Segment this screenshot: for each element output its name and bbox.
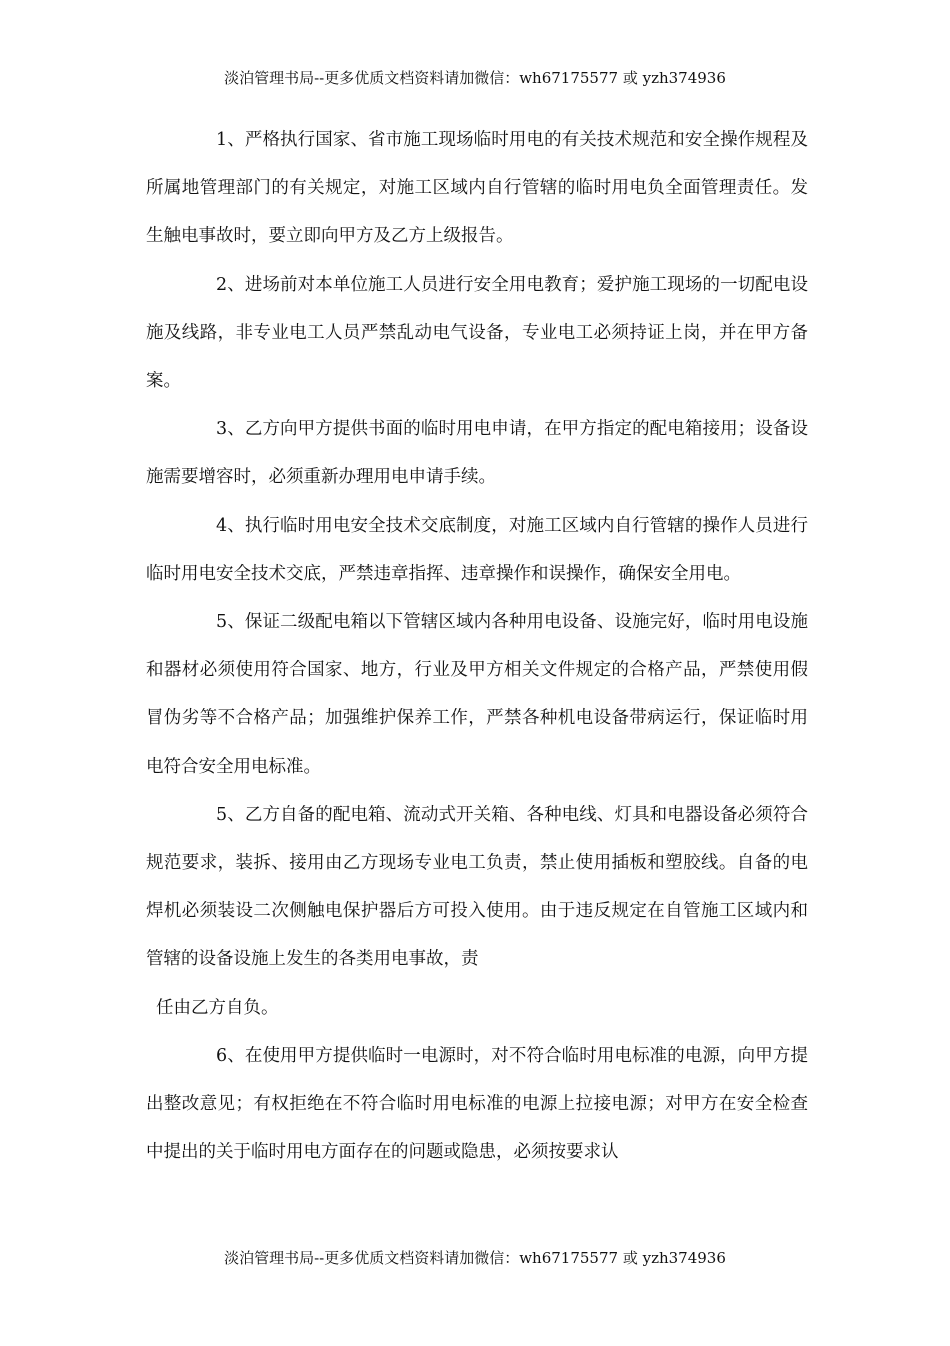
paragraph-2: 2、进场前对本单位施工人员进行安全用电教育；爱护施工现场的一切配电设施及线路，非专业电工人员严禁乱动电气设备，专业电工必须持证上岗，并在甲方备案。 xyxy=(146,274,808,392)
paragraph-3: 3、乙方向甲方提供书面的临时用电申请，在甲方指定的配电箱接用；设备设施需要增容时，必须重新办理用电申请手续。 xyxy=(146,419,808,488)
paragraph-5a: 5、保证二级配电箱以下管辖区域内各种用电设备、设施完好，临时用电设施和器材必须使用符合国家、地方，行业及甲方相关文件规定的合格产品，严禁使用假冒伪劣等不合格产品；加强维护保养工作，严禁各种机电设备带病运行，保证临时用电符合安全用电标准。 xyxy=(146,612,808,777)
page-footer: 淡泊管理书局--更多优质文档资料请加微信：wh67175577 或 yzh374936 xyxy=(224,1249,726,1267)
paragraph-4: 4、执行临时用电安全技术交底制度，对施工区域内自行管辖的操作人员进行临时用电安全技术交底，严禁违章指挥、违章操作和误操作，确保安全用电。 xyxy=(146,515,808,584)
page-header: 淡泊管理书局--更多优质文档资料请加微信：wh67175577 或 yzh374936 xyxy=(224,69,726,87)
paragraph-1: 1、严格执行国家、省市施工现场临时用电的有关技术规范和安全操作规程及所属地管理部门的有关规定，对施工区域内自行管辖的临时用电负全面管理责任。发生触电事故时，要立即向甲方及乙方上级报告。 xyxy=(146,130,808,247)
document-body xyxy=(146,116,808,1176)
paragraph-5b-continuation: 任由乙方自负。 xyxy=(156,997,279,1018)
paragraph-6: 6、在使用甲方提供临时一电源时，对不符合临时用电标准的电源，向甲方提出整改意见；有权拒绝在不符合临时用电标准的电源上拉接电源；对甲方在安全检查中提出的关于临时用电方面存在的问题或隐患，必须按要求认 xyxy=(146,1045,808,1163)
paragraph-5b: 5、乙方自备的配电箱、流动式开关箱、各种电线、灯具和电器设备必须符合规范要求，装拆、接用由乙方现场专业电工负责，禁止使用插板和塑胶线。自备的电焊机必须装设二次侧触电保护器后方可投入使用。由于违反规定在自管施工区域内和管辖的设备设施上发生的各类用电事故，责 xyxy=(146,804,808,970)
